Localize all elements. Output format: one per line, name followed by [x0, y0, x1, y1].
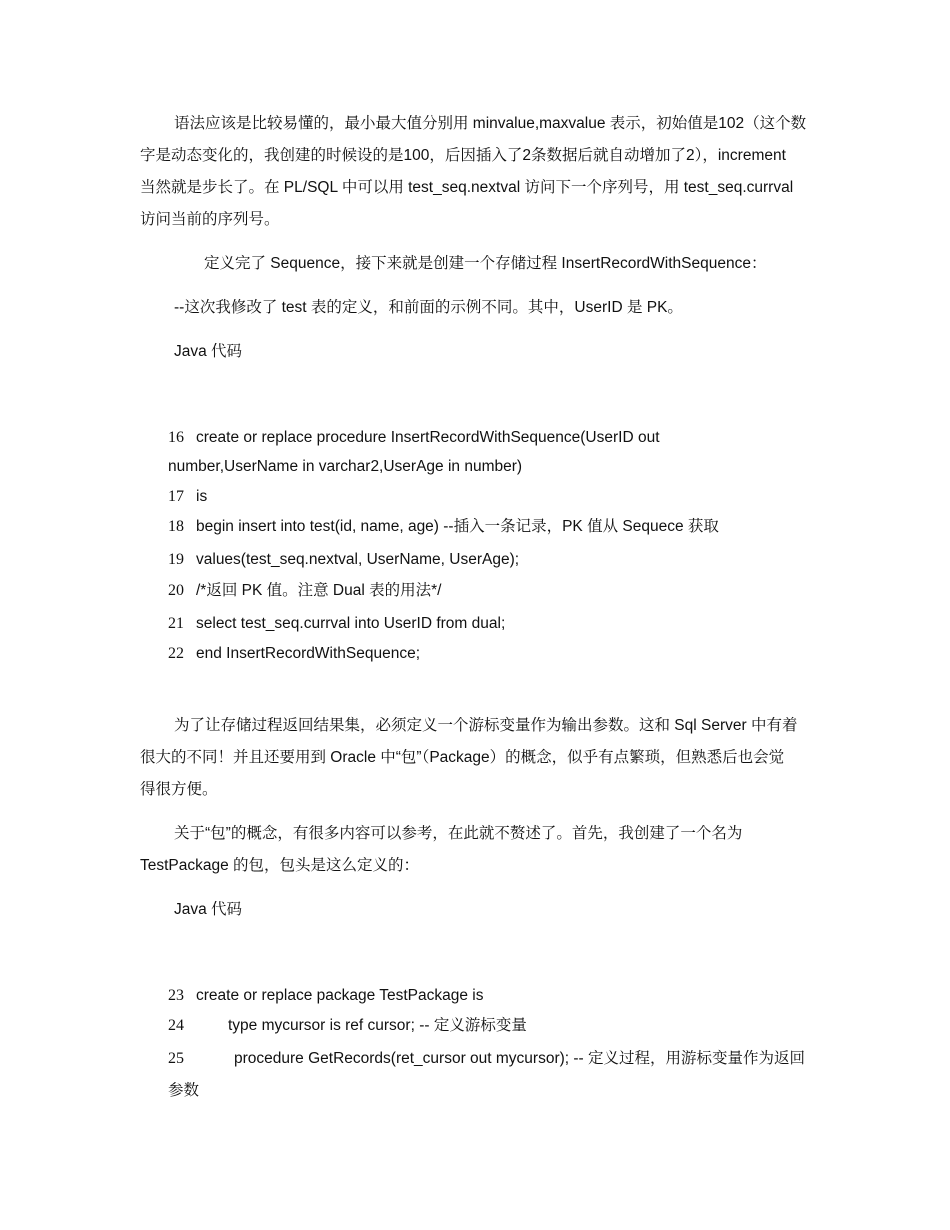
code-line: select test_seq.currval into UserID from dual;	[196, 615, 506, 632]
code-line: /*返回 PK 值。注意 Dual 表的用法*/	[196, 582, 442, 599]
paragraph-line: 关于“包”的概念，有很多内容可以参考，在此就不赘述了。首先，我创建了一个名为	[174, 825, 743, 842]
code-line: create or replace procedure InsertRecordWithSequence(UserID out	[196, 429, 660, 446]
line-number: 24	[168, 1017, 184, 1034]
paragraph-line: 语法应该是比较易懂的，最小最大值分别用 minvalue,maxvalue 表示，初始值是102（这个数	[174, 115, 807, 132]
code-label: Java 代码	[174, 901, 243, 918]
line-number: 25	[168, 1050, 184, 1067]
line-number: 19	[168, 551, 184, 568]
paragraph-table-change-note: --这次我修改了 test 表的定义，和前面的示例不同。其中，UserID 是 PK。	[174, 299, 683, 316]
paragraph-line: 访问当前的序列号。	[140, 211, 280, 228]
paragraph-line: 很大的不同！并且还要用到 Oracle 中“包”（Package）的概念，似乎有点繁琐，但熟悉后也会觉	[140, 749, 785, 766]
paragraph-line: 为了让存储过程返回结果集，必须定义一个游标变量作为输出参数。这和 Sql Server 中有着	[174, 717, 798, 734]
paragraph-sequence-done: 定义完了 Sequence，接下来就是创建一个存储过程 InsertRecordWithSequence：	[204, 255, 767, 272]
code-line: values(test_seq.nextval, UserName, UserAge);	[196, 551, 520, 568]
paragraph-line: TestPackage 的包，包头是这么定义的：	[140, 857, 420, 874]
code-label: Java 代码	[174, 343, 243, 360]
line-number: 22	[168, 645, 184, 662]
code-line: begin insert into test(id, name, age) --插入一条记录，PK 值从 Sequece 获取	[196, 518, 719, 535]
code-line: 参数	[168, 1082, 200, 1099]
code-line: type mycursor is ref cursor; -- 定义游标变量	[228, 1017, 527, 1034]
paragraph-line: 当然就是步长了。在 PL/SQL 中可以用 test_seq.nextval 访问下一个序列号，用 test_seq.currval	[140, 179, 794, 196]
line-number: 20	[168, 582, 184, 599]
code-line: number,UserName in varchar2,UserAge in number)	[168, 458, 523, 475]
code-line: is	[196, 488, 208, 505]
line-number: 17	[168, 488, 184, 505]
paragraph-line: 得很方便。	[140, 781, 218, 798]
code-line: procedure GetRecords(ret_cursor out mycursor); -- 定义过程，用游标变量作为返回	[234, 1050, 806, 1067]
code-line: end InsertRecordWithSequence;	[196, 645, 421, 662]
code-line: create or replace package TestPackage is	[196, 987, 484, 1004]
line-number: 16	[168, 429, 184, 446]
paragraph-line: 字是动态变化的，我创建的时候设的是100，后因插入了2条数据后就自动增加了2），increment	[140, 147, 786, 164]
line-number: 21	[168, 615, 184, 632]
line-number: 23	[168, 987, 184, 1004]
line-number: 18	[168, 518, 184, 535]
